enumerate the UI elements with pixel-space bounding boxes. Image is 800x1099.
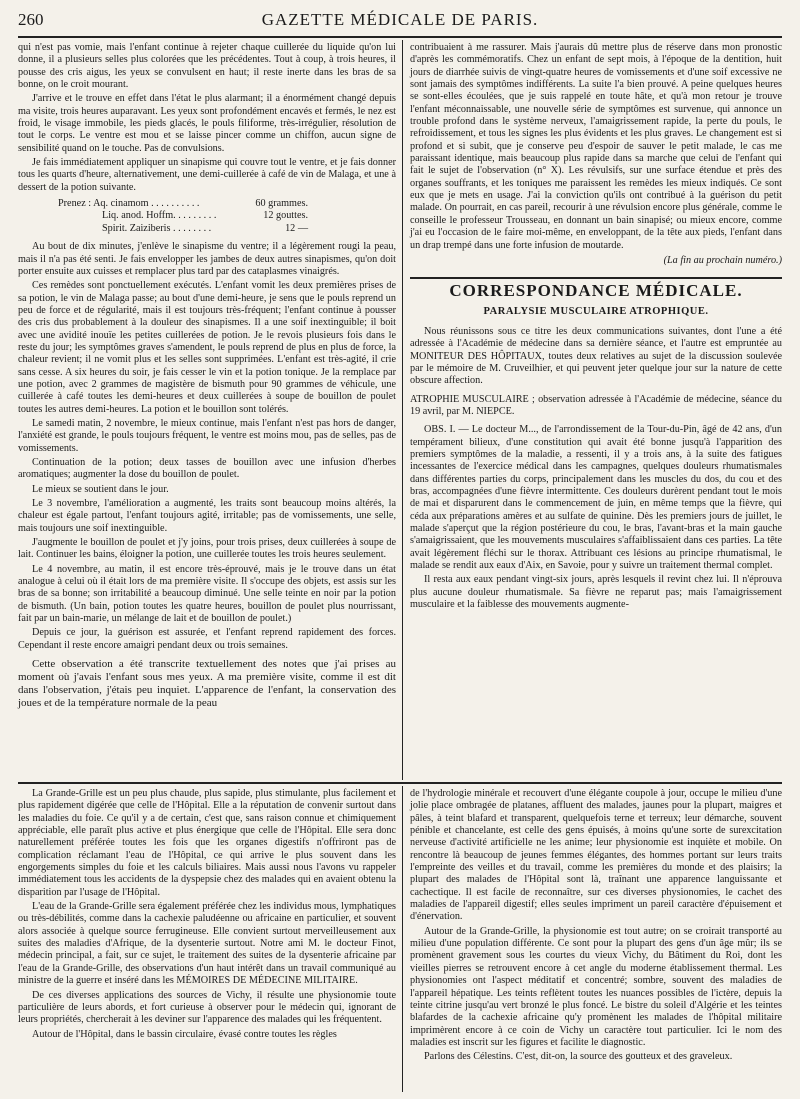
prescription-line: Spirit. Zaiziberis . . . . . . . . 12 — <box>102 222 308 234</box>
column-divider-top <box>402 40 403 780</box>
page-header <box>18 6 782 38</box>
paragraph: de l'hydrologie minérale et recouvert d'une élégante coupole à jour, occupe le milieu d'une jolie place ombragée de platanes, affluent des malades, jaunes pour la plupart, maigres et pâles, à teint blafard et transparent, quelquefois terne et terreux; leur démarche, souvent pénible et chancelante, est celle des gens épuisés, à moins qu'une sorte de surexcitation nerveuse d'activité artificielle ne les anime; leur physionomie est inquiète et mobile. On rencontre là beaucoup de jeunes femmes élégantes, des hommes portant sur leurs traits l'empreinte des veilles et du travail, comme les premières du monde et des plaisirs; la plupart des malades de l'Hôpital sont là, traînant une apparence languissante et cachectique. Il est facile de reconnaître, sur ces diverses physionomies, le cachet des maladies de l'appareil digestif; elles seules impriment un pareil caractère d'épuisement et d'énervation. <box>410 788 782 923</box>
page-number: 260 <box>18 10 44 29</box>
column-divider-bottom <box>402 786 403 1092</box>
section-separator <box>18 782 782 784</box>
paragraph: Depuis ce jour, la guérison est assurée, et l'enfant reprend rapidement des forces. Cependant il reste encore amaigri pendant deux ou trois semaines. <box>18 627 396 651</box>
paragraph: La Grande-Grille est un peu plus chaude, plus sapide, plus stimulante, plus facilement et plus rapidement digérée que celle de l'Hôpital. Elle a la réputation de convenir surtout dans les maladies du foie. Ce qu'il y a de certain, c'est que, sans raison connue et chimiquement appréciable, elle paraît plus active et plus énergique que celle de l'Hôpital. Elle sera donc naturellement préférée toutes les fois que les organes digestifs n'offriront pas de complication réclamant l'eau de l'Hôpital, ce qui arrive le plus souvent dans les engorgements simples du foie et les calculs biliaires. Mais aussi nous l'avons vu rappeler immédiatement tous les accidents de la dyspepsie chez des malades qui en avaient obtenu la disparition par l'usage de l'Hôpital. <box>18 788 396 898</box>
paragraph: Le 3 novembre, l'amélioration a augmenté, les traits sont beaucoup moins altérés, la chaleur est égale partout, l'enfant toujours agité, irritable; pas de vomissements, une selle, mais toujours une soif inextinguible. <box>18 498 396 534</box>
prescription <box>58 198 308 235</box>
paragraph: De ces diverses applications des sources de Vichy, il résulte une physionomie toute particulière de leurs abords, et fort curieuse à observer pour le médecin qui, ignorant de leurs propriétés, chercherait à les deviner sur l'apparence des malades qui les fréquentent. <box>18 989 396 1026</box>
paragraph: L'eau de la Grande-Grille sera également préférée chez les individus mous, lymphatiques ou très-débilités, comme dans la cachexie paludéenne ou africaine en particulier, et souvent alors associée à quelque source ferrugineuse. Elle convient surtout merveilleusement aux suites des maladies d'Afrique, de la dysenterie surtout. Notre ami M. le docteur Finot, médecin principal, a fait, sur ce sujet, le traitement des suites de la dysenterie africaine par l'eau de la Grande-Grille, des observations d'un haut intérêt dans un travail communiqué au ministre de la guerre et inséré dans les MÉMOIRES DE MÉDECINE MILITAIRE. <box>18 901 396 987</box>
paragraph: Le mieux se soutient dans le jour. <box>32 483 169 495</box>
paragraph: OBS. I. — Le docteur M..., de l'arrondissement de la Tour-du-Pin, âgé de 42 ans, d'un tempérament bilieux, d'une constitution qui avait été bonne jusqu'à l'apparition des premiers symptômes de la maladie, a ressenti, il y a trois ans, à la suite des fatigues incessantes de l'exercice médical dans les campagnes, quelques douleurs rhumatismales dans différentes parties du corps, principalement dans les muscles du dos, du cou et des bras, accompagnées d'une fièvre intermittente. Ces douleurs durèrent pendant tout le mois de mai et disparurent dans le commencement de juin, en même temps que la fièvre, qui céda aux préparations amères et au sulfate de quinine. Dès les premiers jours de juillet, le malade s'aperçut que la région postérieure du cou, le bras, l'avant-bras et la main gauche s'amaigrissaient, que les mouvements musculaires s'affaiblissaient dans ces parties. La tête avait légèrement fléchi sur le thorax. Attribuant ces lésions au principe rhumatismal, le malade se rendit aux eaux d'Aix, en Savoie, pour y suivre un traitement thermal complet. <box>410 424 782 572</box>
paragraph: Autour de la Grande-Grille, la physionomie est tout autre; on se croirait transporté au milieu d'une population différente. Ce sont pour la plupart des gens d'un âge mûr; ils se promènent gravement sous les courtes du vieux Vichy, du Bâtiment du Roi, dont les vieilles pierres se retrouvent encore à cet angle du moderne établissement thermal. Les physionomies ont l'aspect méditatif et concentré; sombre, souvent des maladies de l'appareil hépatique. Les teints reflètent toutes les nuances possibles de l'ictère, depuis la teinte citrine jusqu'au vert bronzé le plus foncé. Le bistre du soleil d'Algérie et les teintes blafardes de la cachexie africaine qu'y promènent les malades de l'hôpital militaire imprimèrent encore à ce coin de Vichy un caractère tout particulier. Ici le nom des maladies est inscrit sur les figures et facilite le diagnostic. <box>410 925 782 1048</box>
paragraph: Cette observation a été transcrite textuellement des notes que j'ai prises au moment où j'avais l'enfant sous mes yeux. A ma première visite, comme il est dit dans l'observation, j'étais peu inquiet. L'apparence de l'enfant, la conservation des joues et de la température normale de la peau <box>18 658 396 710</box>
prescription-line: Prenez : Aq. cinamom . . . . . . . . . . 60 grammes. <box>58 198 308 210</box>
paragraph: Il resta aux eaux pendant vingt-six jours, après lesquels il revint chez lui. Il n'éprouva plus aucune douleur rhumatismale. Sa fièvre ne reparut pas; mais l'amaigrissement musculaire et la faiblesse des mouvements augmente- <box>410 574 782 611</box>
publication-title: GAZETTE MÉDICALE DE PARIS. <box>261 10 539 29</box>
paragraph: Le 4 novembre, au matin, il est encore très-éprouvé, mais je le trouve dans un état analogue à celui où il était lors de ma première visite. Il s'occupe des objets, est assis sur les bras de sa bonne; son irritabilité a beaucoup diminué. Une selle teinte en noir par la potion de bismuth. (Un bain, potion toutes les quatre heures, bouillon de poulet plus nourrissant, fait par un bain-marie, un mélange de lait et de bouillon de poulet.) <box>18 563 396 625</box>
observation-heading: ATROPHIE MUSCULAIRE ; observation adressée à l'Académie de médecine, séance du 19 avril, par M. NIEPCE. <box>410 393 782 417</box>
article-heading: PARALYSIE MUSCULAIRE ATROPHIQUE. <box>483 305 709 317</box>
prescription-line: Liq. anod. Hoffm. . . . . . . . . 12 gouttes. <box>102 210 308 222</box>
section-rule <box>410 277 782 279</box>
paragraph: Autour de l'Hôpital, dans le bassin circulaire, évasé contre toutes les règles <box>32 1028 337 1040</box>
paragraph: contribuaient à me rassurer. Mais j'aurais dû mettre plus de réserve dans mon pronostic d'après les commémoratifs. Chez un enfant de sept mois, à l'époque de la dentition, huit jours de diarrhée suivis de vingt-quatre heures de vomissements et d'une soif excessive ne sont jamais des symptômes indifférents. La suite l'a bien prouvé. A peine quelques heures se sont-elles écoulées, que je suis rappelé en toute hâte, et qu'à mon retour je trouve l'enfant méconnaissable, une nouvelle série de symptômes est survenue, qui annonce un trouble profond dans le système nerveux, l'amaigrissement rapide, la perte du pouls, le refroidissement, et tous les signes les plus évidents et les plus graves. Le changement est si profond et si subit, que je conserve peu d'espoir de sauver le petit malade, le cas me paraissant identique, mais beaucoup plus rapide dans sa marche que celui de l'enfant qui fait le sujet de l'observation (n° X). Les révulsifs, sur une surface étendue et près des organes souffrants, et les toniques me paraissent les remèdes les mieux indiqués. Ce sont eux que je mets en usage. J'ai la conviction qu'ils ont contribué à la guérison du petit malade. On pourrait, en cas pareil, recourir à une révulsion encore plus générale, comme le conseille le professeur Trousseau, en donnant un bain sinapisé; ou mieux encore, comme j'ai eu l'occasion de le faire moi-même, en enveloppant, de la tête aux pieds, l'enfant dans un drap trempé dans une forte infusion de moutarde. <box>410 42 782 251</box>
paragraph: Nous réunissons sous ce titre les deux communications suivantes, dont l'une a été adressée à l'Académie de médecine dans sa dernière séance, et l'autre est empruntée au MONITEUR DES HÔPITAUX, toutes deux relatives au sujet de la discussion soulevée par le mémoire de M. Cruveilhier, et qui peuvent jeter quelque jour sur la nature de cette obscure affection. <box>410 325 782 387</box>
right-column-bottom <box>410 788 782 1066</box>
paragraph: Parlons des Célestins. C'est, dit-on, la source des goutteux et des graveleux. <box>424 1051 733 1063</box>
left-column-bottom <box>18 788 396 1043</box>
paragraph: Continuation de la potion; deux tasses de bouillon avec une infusion d'herbes aromatiques; augmenter la dose du bouillon de poulet. <box>18 457 396 481</box>
left-column-top <box>18 42 396 712</box>
paragraph: J'arrive et le trouve en effet dans l'état le plus alarmant; il a énormément changé depuis ma visite, trois heures auparavant. Les yeux sont profondément encavés et fermés, le nez est froid, le visage immobile, les pieds glacés, le pouls filiforme, très-irrégulier, résolution de tout le corps. Le ventre est mou et se laisse pincer comme un chiffon, aucun signe de sensibilité quand on le touche. Pas de convulsions. <box>18 93 396 154</box>
paragraph: Ces remèdes sont ponctuellement exécutés. L'enfant vomit les deux premières prises de sa potion, le vin de Malaga passe; au bout d'une demi-heure, je sens que le pouls reprend un peu de force et de régularité, mais il est toujours très-fréquent; l'enfant continue à pousser des cris dus probablement à la douleur des sinapismes. Il a une soif inextinguible; il boit avec une avidité inouïe les petites cuillerées de potion. Je le revois plusieurs fois dans le reste du jour; les symptômes graves s'amendent, le pouls reprend de plus en plus de force, la chaleur revient; il ne vomit plus et les selles sont supprimées. L'enfant est très-agité, il crie sans cesse. A six heures du soir, je fais cesser le vin et la potion tonique. Je la remplace par une potion, avec 2 grammes de magistère de bismuth pour 90 grammes de véhicule, une cuillerée à café toutes les demi-heures et deux cuillerées à soupe de bouillon de poulet toutes les autres demi-heures. La potion et le bouillon sont tolérés. <box>18 280 396 415</box>
paragraph: J'augmente le bouillon de poulet et j'y joins, pour trois prises, deux cuillerées à soupe de lait. Continuer les bains, éloigner la potion, une cuillerée toutes les trois heures seulement. <box>18 537 396 561</box>
paragraph: Je fais immédiatement appliquer un sinapisme qui couvre tout le ventre, et je fais donner tous les quarts d'heure, alternativement, une demi-cuillerée à café de vin de Malaga, et une à dessert de la potion suivante. <box>18 157 396 193</box>
right-column-top <box>410 42 782 613</box>
paragraph: Au bout de dix minutes, j'enlève le sinapisme du ventre; il a légèrement rougi la peau, mais il n'a pas été senti. Je fais envelopper les jambes de deux autres sinapismes, qu'on doit porter ensuite aux cuisses et remplacer plus tard par des cataplasmes vinaigrés. <box>18 241 396 277</box>
continued-note: (La fin au prochain numéro.) <box>663 254 782 266</box>
section-heading: CORRESPONDANCE MÉDICALE. <box>449 281 743 301</box>
paragraph: Le samedi matin, 2 novembre, le mieux continue, mais l'enfant n'est pas hors de danger, l'anxiété est grande, le pouls toujours fréquent, le ventre est moins mou, pas de selles, pas de vomissements. <box>18 417 396 454</box>
paragraph: qui n'est pas vomie, mais l'enfant continue à rejeter chaque cuillerée du liquide qu'on lui donne, il a plusieurs selles plus colorées que les précédentes. Tout à coup, à trois heures, il pousse des cris aigus, les yeux se convulsent en haut; il reste inerte dans les bras de sa bonne, on le croit mourant. <box>18 42 396 91</box>
